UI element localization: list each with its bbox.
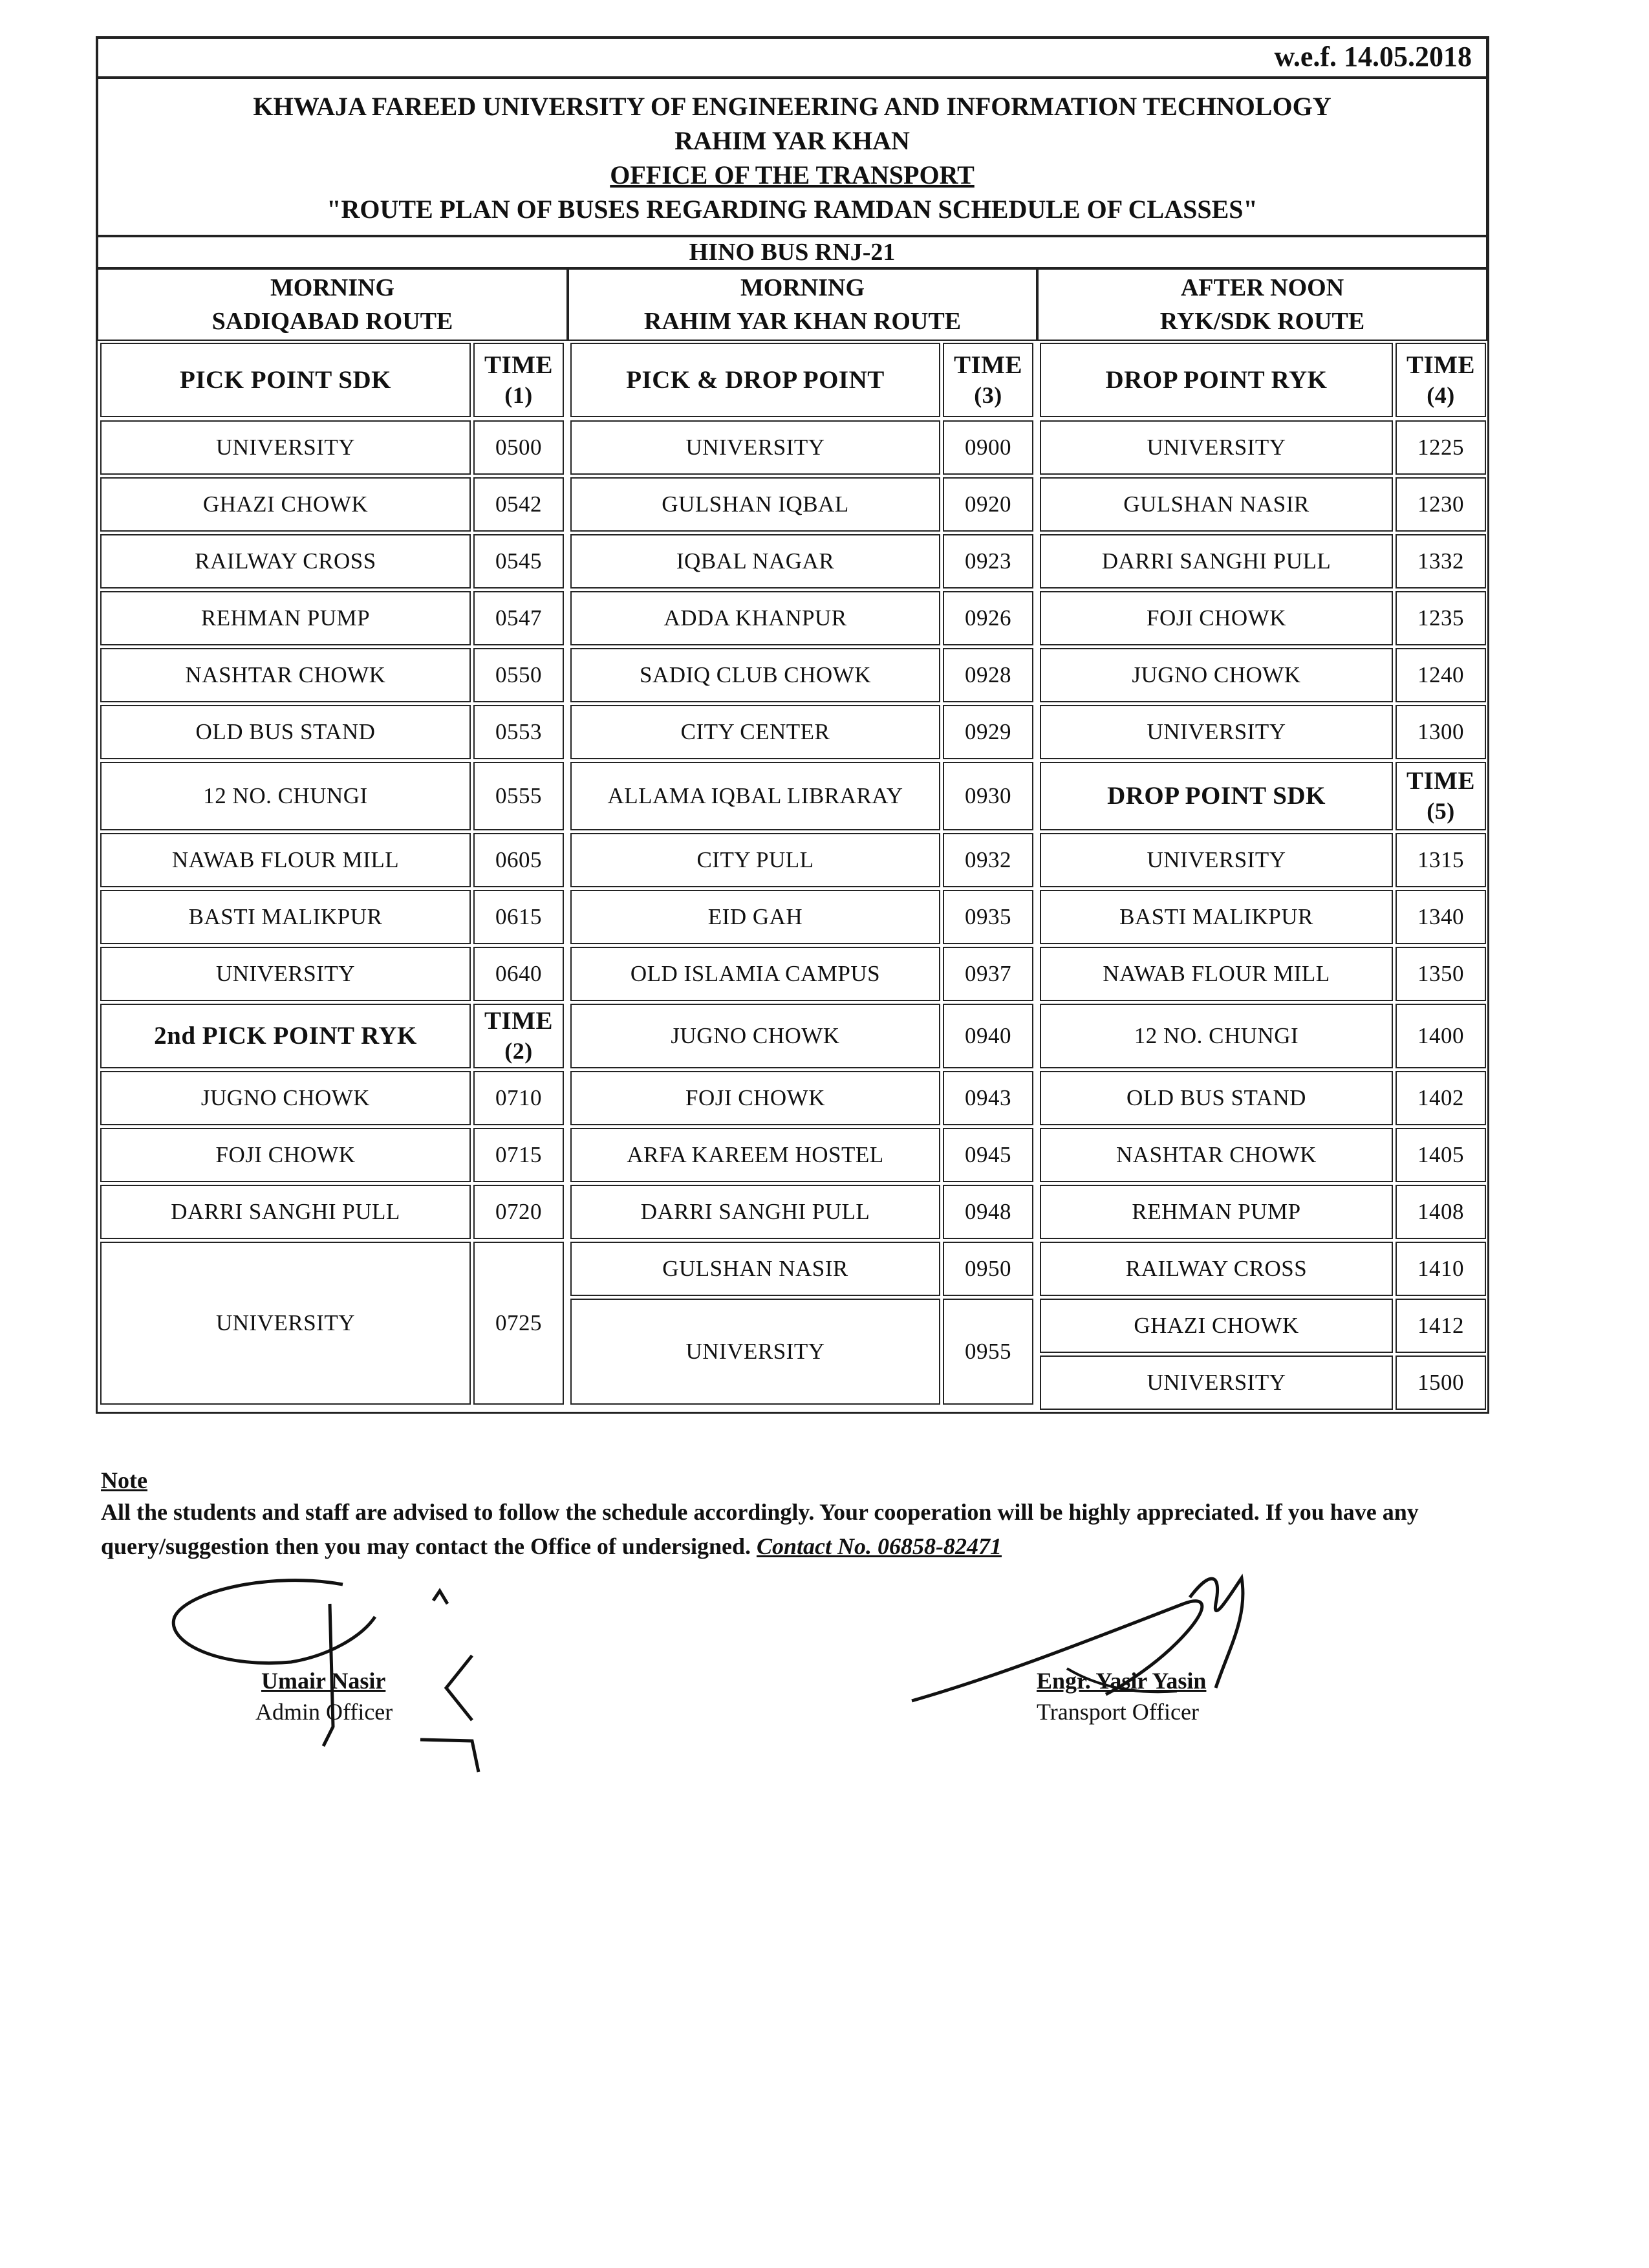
table-row-sdk-drop-time: 1402: [1396, 1071, 1486, 1125]
table-row-sdk-drop-point: NASHTAR CHOWK: [1040, 1128, 1393, 1182]
table-row-sdk-pick-point: BASTI MALIKPUR: [100, 890, 471, 944]
table-row-sdk-pick-time: 0615: [473, 890, 564, 944]
table-row-sdk-drop-point: 12 NO. CHUNGI: [1040, 1004, 1393, 1068]
table-row-pick-drop-time: 0945: [943, 1128, 1033, 1182]
table-row-sdk-pick-point: NASHTAR CHOWK: [100, 648, 471, 702]
table-row-sdk-pick-point: UNIVERSITY: [100, 947, 471, 1001]
table-row-pick-drop-time: 0940: [943, 1004, 1033, 1068]
table-row-ryk-drop-point: UNIVERSITY: [1040, 705, 1393, 759]
table-row-sdk-drop-point: NAWAB FLOUR MILL: [1040, 947, 1393, 1001]
table-row-ryk-pick-time: 0720: [473, 1185, 564, 1239]
col-header-time-4: TIME (4): [1396, 343, 1486, 417]
table-row-pick-drop-time: 0943: [943, 1071, 1033, 1125]
table-row-pick-drop-time: 0926: [943, 591, 1033, 645]
table-row-pick-drop-point: GULSHAN IQBAL: [570, 477, 940, 532]
table-row-ryk-pick-point: FOJI CHOWK: [100, 1128, 471, 1182]
table-row-sdk-drop-point: UNIVERSITY: [1040, 833, 1393, 887]
document-header: [97, 78, 1487, 236]
table-row-ryk-drop-point: FOJI CHOWK: [1040, 591, 1393, 645]
table-row-ryk-drop-point: UNIVERSITY: [1040, 420, 1393, 475]
table-row-pick-drop-time: 0928: [943, 648, 1033, 702]
table-row-sdk-pick-time: 0555: [473, 762, 564, 830]
table-row-sdk-drop-point: GHAZI CHOWK: [1040, 1299, 1393, 1353]
table-row-pick-drop-point: ADDA KHANPUR: [570, 591, 940, 645]
table-row-sdk-pick-point: NAWAB FLOUR MILL: [100, 833, 471, 887]
section-sadiqabad-line2: SADIQABAD ROUTE: [211, 308, 453, 335]
table-row-sdk-pick-time: 0550: [473, 648, 564, 702]
sub-header-2nd-pick-point-ryk: 2nd PICK POINT RYK: [100, 1004, 471, 1068]
section-afternoon-line1: AFTER NOON: [1180, 274, 1344, 301]
table-row-sdk-pick-time: 0500: [473, 420, 564, 475]
table-row-ryk-drop-point: JUGNO CHOWK: [1040, 648, 1393, 702]
table-row-sdk-pick-time: 0542: [473, 477, 564, 532]
city-name: RAHIM YAR KHAN: [674, 126, 910, 155]
table-row-pick-drop-point: UNIVERSITY: [570, 420, 940, 475]
effective-date-bar: [97, 38, 1487, 78]
section-afternoon: [1037, 268, 1487, 341]
table-row-ryk-drop-time: 1240: [1396, 648, 1486, 702]
table-row-ryk-drop-point: GULSHAN NASIR: [1040, 477, 1393, 532]
table-row-ryk-drop-time: 1300: [1396, 705, 1486, 759]
table-row-sdk-drop-time: 1400: [1396, 1004, 1486, 1068]
table-row-pick-drop-time: 0950: [943, 1242, 1033, 1296]
section-afternoon-line2: RYK/SDK ROUTE: [1159, 308, 1365, 335]
col-header-time-3: TIME (3): [943, 343, 1033, 417]
table-row-pick-drop-point: DARRI SANGHI PULL: [570, 1185, 940, 1239]
table-row-pick-drop-point: ALLAMA IQBAL LIBRARAY: [570, 762, 940, 830]
table-row-sdk-pick-time: 0605: [473, 833, 564, 887]
col-header-drop-point-ryk: DROP POINT RYK: [1040, 343, 1393, 417]
section-ryk-line1: MORNING: [740, 274, 865, 301]
table-row-sdk-drop-point: REHMAN PUMP: [1040, 1185, 1393, 1239]
table-row-sdk-drop-time: 1500: [1396, 1355, 1486, 1410]
table-row-sdk-pick-point: OLD BUS STAND: [100, 705, 471, 759]
university-name: KHWAJA FAREED UNIVERSITY OF ENGINEERING AND INFORMATION TECHNOLOGY: [253, 92, 1331, 121]
section-rahim-yar-khan: [568, 268, 1037, 341]
table-row-sdk-drop-point: RAILWAY CROSS: [1040, 1242, 1393, 1296]
table-row-sdk-pick-point: RAILWAY CROSS: [100, 534, 471, 589]
office-name: OFFICE OF THE TRANSPORT: [610, 160, 975, 189]
table-row-ryk-pick-point: DARRI SANGHI PULL: [100, 1185, 471, 1239]
col-header-pick-point-sdk: PICK POINT SDK: [100, 343, 471, 417]
table-row-pick-drop-point: SADIQ CLUB CHOWK: [570, 648, 940, 702]
table-row-pick-drop-time: 0935: [943, 890, 1033, 944]
sub-header-drop-point-sdk: DROP POINT SDK: [1040, 762, 1393, 830]
left-signatory-name: Umair Nasir: [261, 1668, 386, 1694]
sub-header-time-2: TIME (2): [473, 1004, 564, 1068]
section-sadiqabad: [97, 268, 568, 341]
table-row-ryk-drop-time: 1235: [1396, 591, 1486, 645]
table-row-ryk-drop-time: 1225: [1396, 420, 1486, 475]
table-row-pick-drop-time: 0929: [943, 705, 1033, 759]
table-row-sdk-pick-point: REHMAN PUMP: [100, 591, 471, 645]
sub-header-time-5: TIME (5): [1396, 762, 1486, 830]
table-row-sdk-pick-point: UNIVERSITY: [100, 420, 471, 475]
table-row-pick-drop-time: 0937: [943, 947, 1033, 1001]
table-row-ryk-drop-time: 1332: [1396, 534, 1486, 589]
table-row-pick-drop-time: 0955: [943, 1299, 1033, 1405]
table-row-pick-drop-point: GULSHAN NASIR: [570, 1242, 940, 1296]
table-row-sdk-pick-time: 0553: [473, 705, 564, 759]
bus-name: HINO BUS RNJ-21: [97, 236, 1487, 268]
table-row-sdk-pick-time: 0545: [473, 534, 564, 589]
table-row-sdk-pick-time: 0547: [473, 591, 564, 645]
table-row-pick-drop-point: CITY CENTER: [570, 705, 940, 759]
table-row-sdk-drop-time: 1350: [1396, 947, 1486, 1001]
table-row-ryk-pick-time: 0725: [473, 1242, 564, 1405]
table-row-pick-drop-point: CITY PULL: [570, 833, 940, 887]
table-row-sdk-drop-time: 1408: [1396, 1185, 1486, 1239]
table-row-pick-drop-point: UNIVERSITY: [570, 1299, 940, 1405]
table-row-pick-drop-time: 0930: [943, 762, 1033, 830]
table-row-sdk-drop-time: 1405: [1396, 1128, 1486, 1182]
section-sadiqabad-line1: MORNING: [270, 274, 395, 301]
table-row-ryk-pick-time: 0715: [473, 1128, 564, 1182]
table-row-sdk-drop-time: 1340: [1396, 890, 1486, 944]
table-row-pick-drop-time: 0948: [943, 1185, 1033, 1239]
table-row-pick-drop-time: 0900: [943, 420, 1033, 475]
document-title: "ROUTE PLAN OF BUSES REGARDING RAMDAN SCHEDULE OF CLASSES": [327, 195, 1258, 224]
contact-number: Contact No. 06858-82471: [756, 1533, 1002, 1559]
table-row-pick-drop-point: JUGNO CHOWK: [570, 1004, 940, 1068]
table-row-sdk-drop-time: 1412: [1396, 1299, 1486, 1353]
table-row-ryk-pick-time: 0710: [473, 1071, 564, 1125]
table-row-sdk-pick-time: 0640: [473, 947, 564, 1001]
col-header-time-1: TIME (1): [473, 343, 564, 417]
table-row-sdk-drop-point: OLD BUS STAND: [1040, 1071, 1393, 1125]
table-row-ryk-drop-point: DARRI SANGHI PULL: [1040, 534, 1393, 589]
table-row-ryk-pick-point: JUGNO CHOWK: [100, 1071, 471, 1125]
table-row-sdk-drop-time: 1315: [1396, 833, 1486, 887]
table-row-pick-drop-time: 0932: [943, 833, 1033, 887]
col-header-pick-drop-point: PICK & DROP POINT: [570, 343, 940, 417]
table-row-pick-drop-point: EID GAH: [570, 890, 940, 944]
note-title: Note: [101, 1467, 147, 1493]
table-row-pick-drop-point: ARFA KAREEM HOSTEL: [570, 1128, 940, 1182]
effective-date: w.e.f. 14.05.2018: [1274, 41, 1472, 72]
section-ryk-line2: RAHIM YAR KHAN ROUTE: [643, 308, 962, 335]
right-signatory-name: Engr. Yasir Yasin: [1037, 1668, 1207, 1694]
table-row-pick-drop-point: FOJI CHOWK: [570, 1071, 940, 1125]
table-row-pick-drop-point: OLD ISLAMIA CAMPUS: [570, 947, 940, 1001]
table-row-sdk-drop-time: 1410: [1396, 1242, 1486, 1296]
table-row-pick-drop-time: 0920: [943, 477, 1033, 532]
note-text: [101, 1495, 1485, 1564]
table-row-sdk-pick-point: GHAZI CHOWK: [100, 477, 471, 532]
table-row-pick-drop-point: IQBAL NAGAR: [570, 534, 940, 589]
note-body: All the students and staff are advised to follow the schedule accordingly. Your cooperation will be highly appreciated. If you have any query/suggestion then you may contact the Office of undersigned.: [101, 1499, 1419, 1559]
table-row-ryk-pick-point: UNIVERSITY: [100, 1242, 471, 1405]
table-row-ryk-drop-time: 1230: [1396, 477, 1486, 532]
table-row-sdk-drop-point: BASTI MALIKPUR: [1040, 890, 1393, 944]
right-signatory-title: Transport Officer: [1037, 1699, 1199, 1725]
table-row-pick-drop-time: 0923: [943, 534, 1033, 589]
left-signatory-title: Admin Officer: [255, 1699, 393, 1725]
table-row-sdk-pick-point: 12 NO. CHUNGI: [100, 762, 471, 830]
table-row-sdk-drop-point: UNIVERSITY: [1040, 1355, 1393, 1410]
